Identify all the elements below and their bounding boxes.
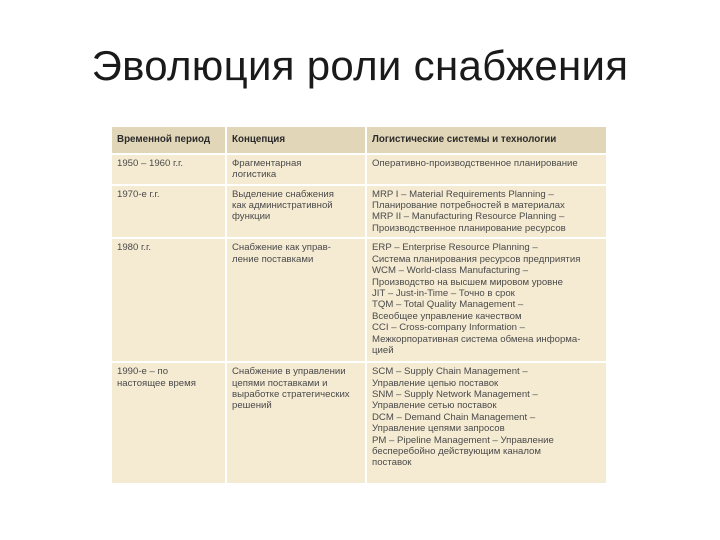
cell-concept-line: логистика (232, 169, 277, 181)
cell-period-line: 1990-е – по (117, 366, 169, 378)
cell-period (112, 238, 226, 362)
cell-period-line: 1950 – 1960 г.г. (117, 158, 184, 169)
cell-concept (226, 238, 366, 362)
cell-systems (366, 185, 606, 239)
evolution-table (112, 127, 606, 483)
cell-concept-line: функции (232, 211, 271, 223)
cell-period-line: 1980 г.г. (117, 242, 151, 254)
cell-systems-line: Планирование потребностей в материалах (372, 199, 565, 211)
cell-systems-line: SCM – Supply Chain Management – (372, 366, 528, 378)
evolution-table-container (112, 127, 606, 483)
cell-concept-line: как административной (232, 199, 333, 211)
cell-concept-line: решений (232, 400, 272, 412)
cell-systems-line: Система планирования ресурсов предприятия (372, 253, 581, 265)
cell-systems-line: Производство на высшем мировом уровне (372, 276, 563, 288)
cell-concept-line: Снабжение в управлении (232, 366, 346, 378)
header-period: Временной период (112, 127, 226, 154)
cell-period (112, 362, 226, 483)
table-row (112, 362, 606, 483)
cell-systems-line: SNM – Supply Network Management – (372, 389, 538, 401)
cell-systems-line: MRP II – Manufacturing Resource Planning – (372, 211, 565, 223)
table-row (112, 154, 606, 185)
cell-systems (366, 154, 606, 185)
cell-period (112, 185, 226, 239)
cell-systems-line: MRP I – Material Requirements Planning – (372, 188, 554, 200)
table-header-row (112, 127, 606, 154)
header-systems: Логистические системы и технологии (366, 127, 606, 154)
table-row (112, 238, 606, 362)
cell-systems-line: JIT – Just-in-Time – Точно в срок (372, 287, 515, 299)
cell-systems-line: Межкорпоративная система обмена информа- (372, 333, 581, 345)
cell-systems-line: бесперебойно действующим каналом (372, 446, 541, 458)
cell-systems-line: Всеобщее управление качеством (372, 310, 522, 322)
header-concept: Концепция (226, 127, 366, 154)
cell-systems-line: CCI – Cross-company Information – (372, 322, 526, 334)
cell-concept-line: Снабжение как управ- (232, 242, 331, 254)
cell-systems-line: TQM – Total Quality Management – (372, 299, 524, 311)
cell-concept-line: Фрагментарная (232, 158, 302, 169)
cell-concept (226, 185, 366, 239)
cell-systems-line: Управление сетью поставок (372, 400, 497, 412)
cell-concept-line: выработке стратегических (232, 389, 350, 401)
table-body (112, 154, 606, 483)
cell-concept-line: цепями поставками и (232, 377, 328, 389)
cell-concept (226, 154, 366, 185)
cell-systems-line: цией (372, 345, 394, 356)
table-row (112, 185, 606, 239)
cell-systems-line: Управление цепью поставок (372, 377, 499, 389)
cell-period-line: настоящее время (117, 377, 196, 389)
cell-systems-line: Производственное планирование ресурсов (372, 222, 566, 234)
cell-concept-line: ление поставками (232, 253, 314, 265)
cell-systems-line: ERP – Enterprise Resource Planning – (372, 242, 538, 254)
cell-period (112, 154, 226, 185)
cell-systems-line: поставок (372, 457, 412, 469)
cell-period-line: 1970-е г.г. (117, 188, 160, 200)
cell-systems-line: DCM – Demand Chain Management – (372, 411, 536, 423)
slide-title: Эволюция роли снабжения (91, 42, 629, 89)
cell-concept (226, 362, 366, 483)
cell-systems (366, 362, 606, 483)
cell-systems-line: Управление цепями запросов (372, 423, 505, 435)
cell-systems-line: WCM – World-class Manufacturing – (372, 265, 529, 277)
cell-systems-line: Оперативно-производственное планирование (372, 158, 578, 169)
cell-systems (366, 238, 606, 362)
cell-systems-line: PM – Pipeline Management – Управление (372, 434, 554, 446)
cell-concept-line: Выделение снабжения (232, 188, 334, 200)
